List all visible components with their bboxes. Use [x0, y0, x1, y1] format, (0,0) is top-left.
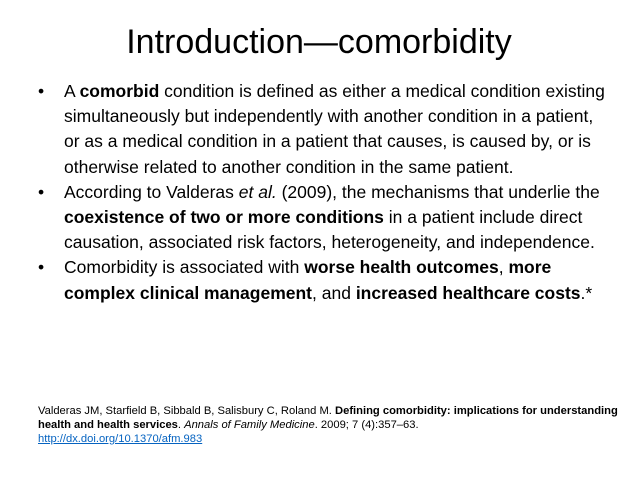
slide-title: Introduction—comorbidity	[126, 23, 512, 61]
bullet-marker: •	[38, 181, 45, 202]
bullet-segment-bold: worse health outcomes	[304, 257, 499, 278]
bullet-item	[38, 79, 608, 180]
citation-separator: .	[177, 419, 185, 431]
bullet-segment: in a patient include direct causation, associated risk factors, heterogeneity, and independence.	[64, 207, 595, 253]
bullet-segment-bold: coexistence of two or more conditions	[64, 207, 384, 228]
bullet-marker: •	[38, 81, 45, 101]
bullet-marker: •	[38, 257, 45, 278]
citation-authors: Valderas JM, Starfield B, Sibbald B, Salisbury C, Roland M.	[38, 405, 336, 417]
bullet-segment: A	[64, 81, 80, 101]
bullet-item	[38, 180, 608, 256]
bullet-segment-italic: et al.	[238, 181, 277, 202]
bullet-segment-bold: increased healthcare costs	[355, 282, 581, 303]
citation-journal: Annals of Family Medicine	[184, 419, 315, 431]
bullet-item	[38, 255, 608, 305]
bullet-segment: According to Valderas	[64, 181, 239, 202]
bullet-segment: (2009), the mechanisms that underlie the	[276, 181, 600, 202]
citation-details: . 2009; 7 (4):357–63.	[314, 419, 419, 431]
bullet-segment: .*	[580, 282, 593, 303]
citation	[38, 404, 618, 446]
bullet-segment: Comorbidity is associated with	[64, 257, 305, 278]
bullet-segment-bold: more complex clinical management	[64, 257, 552, 303]
bullet-segment: , and	[312, 282, 356, 303]
bullet-segment: condition is defined as either a medical condition existing simultaneously but independently with another condition in a patient, or as a medical condition in a patient that causes, is caused by, or is otherwise related to another condition in the same patient.	[64, 81, 605, 177]
citation-article-title: Defining comorbidity: implications for understanding health and health services	[38, 405, 618, 431]
bullet-list	[38, 79, 608, 306]
bullet-segment: ,	[498, 257, 509, 278]
doi-link[interactable]: http://dx.doi.org/10.1370/afm.983	[38, 433, 203, 445]
bullet-segment-bold: comorbid	[79, 81, 160, 101]
